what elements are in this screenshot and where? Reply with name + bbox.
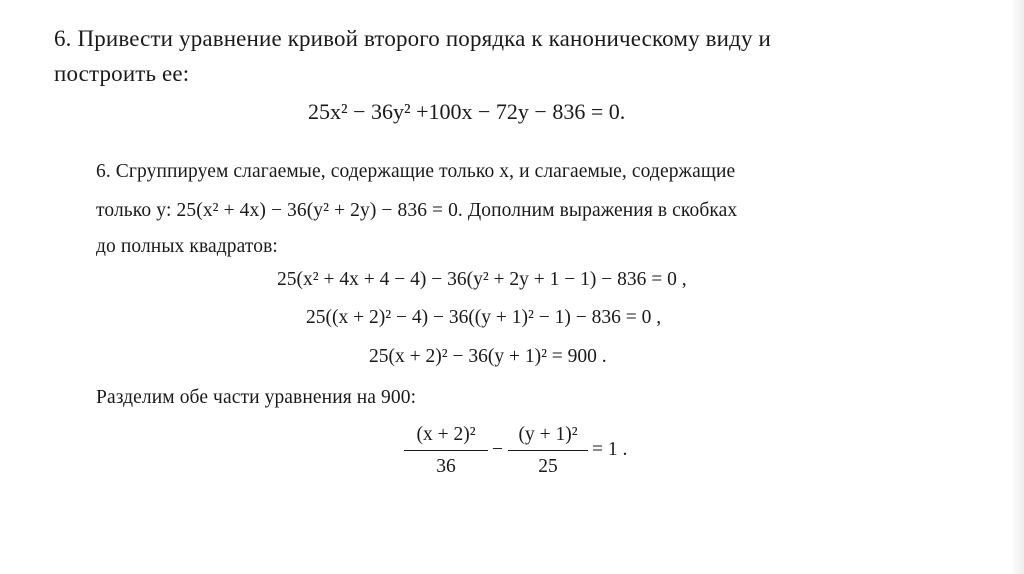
solution-line-3: до полных квадратов:: [96, 236, 278, 257]
fraction-x-denominator: 36: [436, 455, 456, 477]
fraction-y-numerator: (y + 1)²: [518, 424, 578, 445]
task-line-1: 6. Привести уравнение кривой второго порядка к каноническому виду и: [54, 26, 771, 51]
solution-line-4: Разделим обе части уравнения на 900:: [96, 387, 417, 408]
task-equation: 25x² − 36y² +100x − 72y − 836 = 0.: [308, 99, 626, 124]
fraction-x-numerator: (x + 2)²: [416, 424, 476, 445]
page-edge-shadow: [1010, 0, 1024, 574]
equation-3: 25(x + 2)² − 36(y + 1)² = 900 .: [369, 346, 607, 367]
fraction-x: [404, 425, 488, 476]
fraction-y: [508, 425, 588, 476]
fraction-y-bar: [508, 450, 588, 451]
solution-line-2: только y: 25(x² + 4x) − 36(y² + 2y) − 836 = 0. Дополним выражения в скобках: [96, 200, 738, 221]
task-line-2: построить ее:: [54, 61, 190, 86]
equation-1: 25(x² + 4x + 4 − 4) − 36(y² + 2y + 1 − 1) − 836 = 0 ,: [277, 269, 687, 290]
final-minus: −: [492, 439, 503, 460]
final-rhs: = 1 .: [592, 439, 628, 460]
solution-line-1: 6. Сгруппируем слагаемые, содержащие только x, и слагаемые, содержащие: [96, 161, 736, 182]
fraction-x-bar: [404, 450, 488, 451]
equation-2: 25((x + 2)² − 4) − 36((y + 1)² − 1) − 836 = 0 ,: [306, 307, 662, 328]
fraction-y-denominator: 25: [538, 455, 558, 477]
